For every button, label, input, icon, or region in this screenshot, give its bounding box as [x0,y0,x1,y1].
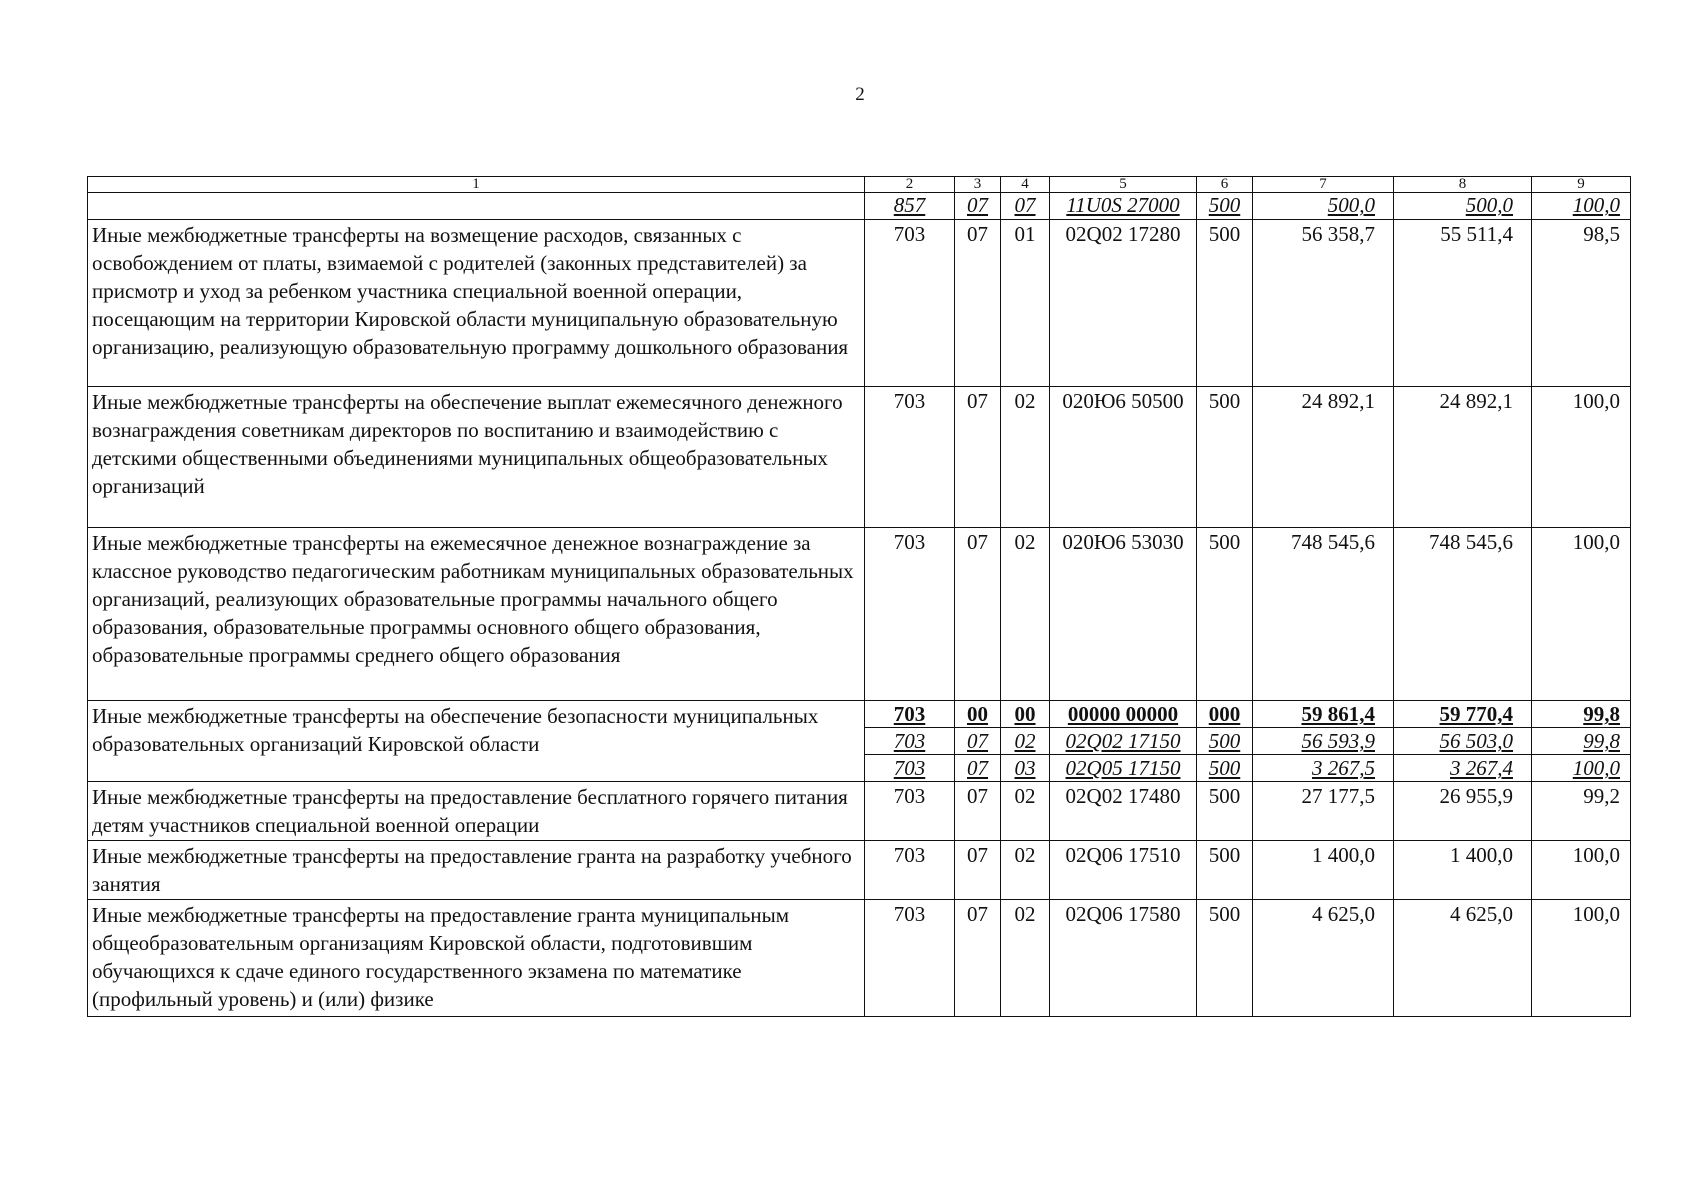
cell-subsection: 01 [1001,220,1050,387]
cell-target-article: 02Q06 17580 [1050,900,1197,1017]
row-description: Иные межбюджетные трансферты на обеспечение выплат ежемесячного денежного вознаграждения советникам директоров по воспитанию и взаимодействию с детскими общественными объединениями муниципальных общеобразовательных организаций [88,387,865,528]
table-row [88,387,1631,528]
cell-percent: 100,0 [1532,387,1631,528]
cell-ved: 703 [865,387,955,528]
cell-percent: 98,5 [1532,220,1631,387]
cell-fact [1394,755,1532,782]
cell-ved [865,728,955,755]
cell-percent-value: 99,8 [1583,702,1620,726]
cell-target-article: 02Q06 17510 [1050,841,1197,900]
cell-fact: 26 955,9 [1394,782,1532,841]
cell-plan [1253,755,1394,782]
cell-plan-value: 59 861,4 [1301,702,1375,726]
cell-expense-type-value: 000 [1208,702,1241,726]
row-description: Иные межбюджетные трансферты на обеспечение безопасности муниципальных образовательных организаций Кировской области [88,701,865,782]
cell-target-article-value: 11U0S 27000 [1066,193,1180,217]
cell-subsection [1001,701,1050,728]
cell-percent: 99,2 [1532,782,1631,841]
cell-percent [1532,701,1631,728]
cell-expense-type: 500 [1197,220,1253,387]
cell-target-article [1050,193,1197,220]
cell-plan: 4 625,0 [1253,900,1394,1017]
row-description: Иные межбюджетные трансферты на возмещение расходов, связанных с освобождением от платы, взимаемой с родителей (законных представителей) за присмотр и уход за ребенком участника специальной военной операции, посещающим на территории Кировской области муниципальную образовательную организацию, реализующую образовательную программу дошкольного образования [88,220,865,387]
cell-plan [1253,701,1394,728]
cell-section: 07 [955,900,1001,1017]
cell-section: 07 [955,782,1001,841]
cell-section: 07 [955,528,1001,701]
cell-ved-value: 703 [893,729,926,753]
cell-ved: 703 [865,900,955,1017]
cell-fact [1394,728,1532,755]
cell-section-value: 00 [967,702,988,726]
row-description: Иные межбюджетные трансферты на предоставление гранта муниципальным общеобразовательным организациям Кировской области, подготовившим обучающихся к сдаче единого государственного экзамена по математике (профильный уровень) и (или) физике [88,900,865,1017]
cell-fact [1394,701,1532,728]
cell-subsection-value: 03 [1014,756,1036,780]
cell-section [955,728,1001,755]
cell-target-article: 02Q02 17480 [1050,782,1197,841]
cell-target-article-value: 02Q05 17150 [1065,756,1181,780]
cell-expense-type-value: 500 [1208,756,1241,780]
cell-fact: 55 511,4 [1394,220,1532,387]
cell-target-article: 020Ю6 50500 [1050,387,1197,528]
cell-expense-type-value: 500 [1208,729,1241,753]
cell-expense-type [1197,701,1253,728]
cell-fact-value: 3 267,4 [1450,756,1513,780]
column-index: 7 [1253,177,1394,193]
cell-target-article: 02Q02 17280 [1050,220,1197,387]
cell-section-value: 07 [967,756,988,780]
cell-percent: 100,0 [1532,528,1631,701]
cell-percent-value: 100,0 [1572,756,1620,780]
cell-fact: 1 400,0 [1394,841,1532,900]
cell-section [955,755,1001,782]
cell-target-article: 020Ю6 53030 [1050,528,1197,701]
cell-fact-value: 59 770,4 [1439,702,1513,726]
column-index-row [88,177,1631,193]
column-index: 4 [1001,177,1050,193]
cell-subsection-value: 07 [1014,193,1036,217]
cell-ved [865,755,955,782]
cell-expense-type [1197,755,1253,782]
cell-ved: 703 [865,528,955,701]
cell-ved-value: 703 [893,702,926,726]
cell-plan [1253,728,1394,755]
cell-expense-type: 500 [1197,841,1253,900]
cell-subsection: 02 [1001,841,1050,900]
column-index: 2 [865,177,955,193]
cell-subsection: 02 [1001,528,1050,701]
cell-fact [1394,193,1532,220]
table-row-continuation [88,193,1631,220]
cell-percent: 100,0 [1532,900,1631,1017]
cell-ved: 703 [865,841,955,900]
cell-percent-value: 100,0 [1572,193,1620,217]
cell-fact: 24 892,1 [1394,387,1532,528]
page-number: 2 [855,84,865,105]
table-row [88,841,1631,900]
column-index: 5 [1050,177,1197,193]
cell-fact-value: 56 503,0 [1439,729,1513,753]
cell-fact-value: 500,0 [1465,193,1513,217]
cell-plan [1253,193,1394,220]
table-row [88,528,1631,701]
cell-subsection: 02 [1001,387,1050,528]
cell-expense-type: 500 [1197,528,1253,701]
cell-ved: 703 [865,220,955,387]
cell-section-value: 07 [967,193,988,217]
cell-ved [865,193,955,220]
table-row-group-total [88,701,1631,728]
cell-plan-value: 56 593,9 [1301,729,1375,753]
cell-target-article-value: 02Q02 17150 [1065,729,1181,753]
cell-plan: 56 358,7 [1253,220,1394,387]
cell-target-article [1050,701,1197,728]
cell-plan: 1 400,0 [1253,841,1394,900]
cell-target-article-value: 00000 00000 [1067,702,1179,726]
cell-section-value: 07 [967,729,988,753]
cell-plan: 748 545,6 [1253,528,1394,701]
cell-subsection: 02 [1001,782,1050,841]
column-index: 1 [88,177,865,193]
cell-ved: 703 [865,782,955,841]
column-index: 6 [1197,177,1253,193]
cell-target-article [1050,755,1197,782]
cell-ved-value: 703 [893,756,926,780]
cell-fact: 748 545,6 [1394,528,1532,701]
row-description: Иные межбюджетные трансферты на предоставление бесплатного горячего питания детям участников специальной военной операции [88,782,865,841]
cell-subsection [1001,755,1050,782]
cell-plan-value: 500,0 [1327,193,1375,217]
cell-ved-value: 857 [893,193,926,217]
table-row [88,900,1631,1017]
cell-section [955,193,1001,220]
cell-percent: 100,0 [1532,841,1631,900]
cell-subsection [1001,193,1050,220]
budget-table [87,176,1631,1017]
column-index: 3 [955,177,1001,193]
cell-expense-type-value: 500 [1208,193,1241,217]
cell-expense-type: 500 [1197,782,1253,841]
column-index: 8 [1394,177,1532,193]
column-index: 9 [1532,177,1631,193]
cell-percent [1532,728,1631,755]
cell-section: 07 [955,387,1001,528]
cell-subsection-value: 02 [1014,729,1036,753]
cell-percent [1532,755,1631,782]
cell-section [955,701,1001,728]
table-row [88,220,1631,387]
row-description: Иные межбюджетные трансферты на ежемесячное денежное вознаграждение за классное руководство педагогическим работникам муниципальных образовательных организаций, реализующих образовательные программы начального общего образования, образовательные программы основного общего образования, образовательные программы среднего общего образования [88,528,865,701]
cell-plan-value: 3 267,5 [1312,756,1375,780]
cell-expense-type: 500 [1197,387,1253,528]
cell-expense-type [1197,728,1253,755]
row-description: Иные межбюджетные трансферты на предоставление гранта на разработку учебного занятия [88,841,865,900]
cell-fact: 4 625,0 [1394,900,1532,1017]
cell-section: 07 [955,841,1001,900]
cell-ved [865,701,955,728]
cell-subsection [1001,728,1050,755]
row-description [88,193,865,220]
cell-expense-type [1197,193,1253,220]
cell-percent-value: 99,8 [1583,729,1620,753]
cell-plan: 27 177,5 [1253,782,1394,841]
cell-expense-type: 500 [1197,900,1253,1017]
table-row [88,782,1631,841]
cell-subsection-value: 00 [1014,702,1036,726]
cell-section: 07 [955,220,1001,387]
cell-subsection: 02 [1001,900,1050,1017]
cell-percent [1532,193,1631,220]
cell-plan: 24 892,1 [1253,387,1394,528]
cell-target-article [1050,728,1197,755]
